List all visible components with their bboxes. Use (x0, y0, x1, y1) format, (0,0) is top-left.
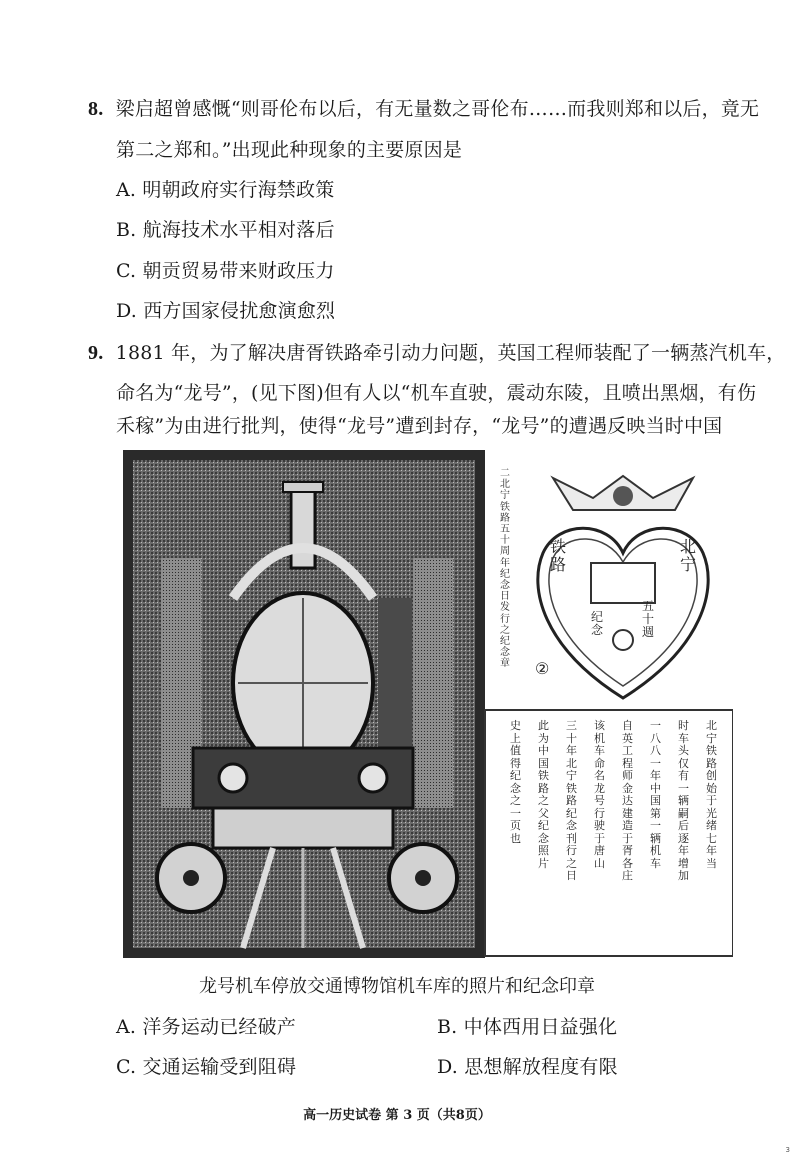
q8-stem-line-1 (88, 97, 759, 121)
commemorative-stamp (538, 476, 708, 698)
q8-stem-text-1: 梁启超曾感慨“则哥伦布以后，有无量数之哥伦布……而我则郑和以后，竟无 (115, 98, 760, 120)
locomotive-figure (123, 448, 733, 960)
q8-stem-line-2: 第二之郑和。”出现此种现象的主要原因是 (116, 139, 463, 161)
q8-option-b[interactable]: B. 航海技术水平相对落后 (116, 219, 335, 241)
stamp-small-label: 纪念 (591, 610, 604, 637)
corner-page-mark: 3 (785, 1146, 790, 1154)
text-column-7: 此为中国铁路之父纪念照片 (538, 719, 549, 870)
stamp-anniversary-label: 五十週 (642, 599, 655, 639)
commemorative-text-box (485, 710, 733, 956)
locomotive-photo-and-stamp (123, 448, 733, 960)
page-footer: 高一历史试卷 第 3 页（共8页） (303, 1108, 491, 1123)
q9-stem-line-1 (88, 341, 785, 365)
text-column-8: 史上值得纪念之一页也 (510, 719, 521, 845)
q8-option-d[interactable]: D. 西方国家侵扰愈演愈烈 (116, 300, 336, 322)
text-column-3: 一八八一年中国第一辆机车 (650, 719, 661, 870)
q9-option-a[interactable]: A. 洋务运动已经破产 (116, 1016, 297, 1038)
q9-option-c[interactable]: C. 交通运输受到阻碍 (116, 1056, 297, 1078)
text-column-2: 时车头仅有一辆嗣后逐年增加 (678, 719, 689, 882)
stamp-right-label: 北宁 (680, 537, 697, 574)
text-column-4: 自英工程师金达建造于胥各庄 (622, 719, 633, 882)
stamp-circle-number: ② (535, 659, 550, 678)
text-column-1: 北宁铁路创始于光绪七年当 (706, 719, 717, 870)
q8-option-c[interactable]: C. 朝贡贸易带来财政压力 (116, 260, 335, 282)
q9-stem-line-3: 禾稼”为由进行批判，使得“龙号”遭到封存，“龙号”的遭遇反映当时中国 (116, 415, 723, 437)
q8-option-a[interactable]: A. 明朝政府实行海禁政策 (116, 179, 335, 201)
figure-caption: 龙号机车停放交通博物馆机车库的照片和纪念印章 (199, 976, 595, 997)
text-column-6: 三十年北宁铁路纪念刊行之日 (566, 719, 577, 882)
q8-number: 8. (88, 98, 104, 120)
locomotive-photo (123, 450, 485, 958)
stamp-vertical-caption: 二北宁铁路五十周年纪念日发行之纪念章 (500, 468, 510, 670)
q9-option-d[interactable]: D. 思想解放程度有限 (437, 1056, 618, 1078)
text-column-5: 该机车命名龙号行驶于唐山 (594, 719, 605, 870)
q9-stem-line-2: 命名为“龙号”，(见下图)但有人以“机车直驶，震动东陵，且喷出黑烟，有伤 (116, 382, 757, 404)
q9-option-b[interactable]: B. 中体西用日益强化 (437, 1016, 618, 1038)
q9-number: 9. (88, 342, 104, 364)
stamp-left-label: 铁路 (550, 537, 567, 574)
q9-stem-text-1: 1881 年，为了解决唐胥铁路牵引动力问题，英国工程师装配了一辆蒸汽机车， (115, 342, 786, 364)
